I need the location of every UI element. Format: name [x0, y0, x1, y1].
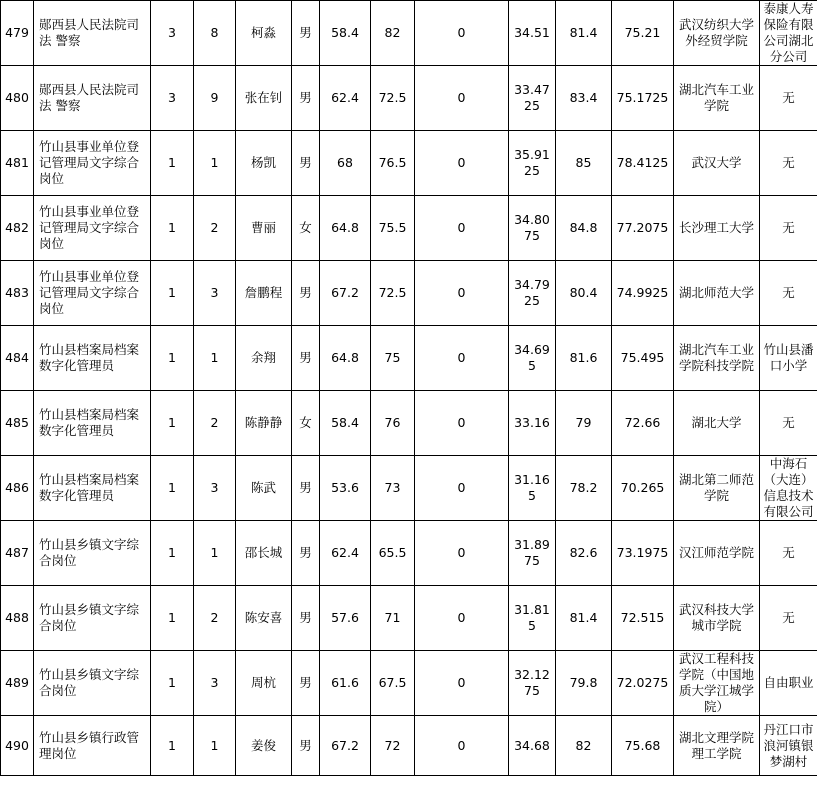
position-name: 竹山县乡镇文字综合岗位 — [34, 586, 151, 651]
hiring-quota: 1 — [151, 521, 194, 586]
second-test-score: 73 — [371, 456, 415, 521]
candidate-gender: 男 — [292, 131, 320, 196]
graduate-school: 湖北文理学院理工学院 — [674, 716, 760, 776]
weighted-written-score: 31.165 — [509, 456, 556, 521]
rank-in-position: 8 — [194, 1, 236, 66]
hiring-quota: 3 — [151, 1, 194, 66]
position-name: 竹山县档案局档案数字化管理员 — [34, 456, 151, 521]
current-employer: 无 — [760, 196, 817, 261]
position-name: 竹山县档案局档案数字化管理员 — [34, 391, 151, 456]
row-number: 488 — [1, 586, 34, 651]
interview-score: 82 — [556, 716, 612, 776]
second-test-score: 72 — [371, 716, 415, 776]
graduate-school: 武汉科技大学城市学院 — [674, 586, 760, 651]
weighted-written-score: 35.9125 — [509, 131, 556, 196]
bonus-points: 0 — [415, 586, 509, 651]
current-employer: 无 — [760, 66, 817, 131]
rank-in-position: 2 — [194, 586, 236, 651]
rank-in-position: 3 — [194, 456, 236, 521]
hiring-quota: 1 — [151, 131, 194, 196]
table-row — [1, 391, 817, 456]
second-test-score: 76.5 — [371, 131, 415, 196]
total-score: 75.1725 — [612, 66, 674, 131]
candidate-name: 曹丽 — [236, 196, 292, 261]
written-test-score: 62.4 — [320, 66, 371, 131]
interview-score: 84.8 — [556, 196, 612, 261]
bonus-points: 0 — [415, 131, 509, 196]
total-score: 78.4125 — [612, 131, 674, 196]
second-test-score: 65.5 — [371, 521, 415, 586]
candidate-name: 杨凯 — [236, 131, 292, 196]
candidate-gender: 男 — [292, 521, 320, 586]
rank-in-position: 1 — [194, 716, 236, 776]
row-number: 485 — [1, 391, 34, 456]
total-score: 72.0275 — [612, 651, 674, 716]
written-test-score: 67.2 — [320, 261, 371, 326]
current-employer: 无 — [760, 521, 817, 586]
table-row — [1, 131, 817, 196]
candidate-gender: 男 — [292, 456, 320, 521]
interview-score: 81.4 — [556, 1, 612, 66]
written-test-score: 57.6 — [320, 586, 371, 651]
position-name: 郧西县人民法院司法 警察 — [34, 66, 151, 131]
graduate-school: 湖北师范大学 — [674, 261, 760, 326]
table-row — [1, 261, 817, 326]
current-employer: 无 — [760, 586, 817, 651]
position-name: 竹山县事业单位登记管理局文字综合岗位 — [34, 261, 151, 326]
interview-score: 83.4 — [556, 66, 612, 131]
rank-in-position: 3 — [194, 651, 236, 716]
bonus-points: 0 — [415, 326, 509, 391]
interview-score: 80.4 — [556, 261, 612, 326]
weighted-written-score: 34.8075 — [509, 196, 556, 261]
graduate-school: 汉江师范学院 — [674, 521, 760, 586]
written-test-score: 58.4 — [320, 391, 371, 456]
weighted-written-score: 34.695 — [509, 326, 556, 391]
bonus-points: 0 — [415, 66, 509, 131]
position-name: 竹山县乡镇文字综合岗位 — [34, 651, 151, 716]
second-test-score: 67.5 — [371, 651, 415, 716]
candidate-gender: 女 — [292, 196, 320, 261]
table-row — [1, 651, 817, 716]
current-employer: 无 — [760, 131, 817, 196]
candidate-gender: 男 — [292, 716, 320, 776]
hiring-quota: 1 — [151, 716, 194, 776]
weighted-written-score: 31.815 — [509, 586, 556, 651]
row-number: 489 — [1, 651, 34, 716]
graduate-school: 湖北大学 — [674, 391, 760, 456]
bonus-points: 0 — [415, 261, 509, 326]
current-employer: 自由职业 — [760, 651, 817, 716]
total-score: 70.265 — [612, 456, 674, 521]
rank-in-position: 9 — [194, 66, 236, 131]
rank-in-position: 3 — [194, 261, 236, 326]
position-name: 竹山县乡镇行政管理岗位 — [34, 716, 151, 776]
candidate-gender: 男 — [292, 651, 320, 716]
written-test-score: 58.4 — [320, 1, 371, 66]
position-name: 竹山县档案局档案数字化管理员 — [34, 326, 151, 391]
candidate-gender: 男 — [292, 261, 320, 326]
graduate-school: 湖北汽车工业学院 — [674, 66, 760, 131]
row-number: 483 — [1, 261, 34, 326]
second-test-score: 72.5 — [371, 261, 415, 326]
bonus-points: 0 — [415, 716, 509, 776]
table-row — [1, 66, 817, 131]
current-employer: 中海石（大连）信息技术有限公司 — [760, 456, 817, 521]
interview-score: 85 — [556, 131, 612, 196]
table-row — [1, 521, 817, 586]
rank-in-position: 1 — [194, 521, 236, 586]
written-test-score: 61.6 — [320, 651, 371, 716]
candidate-gender: 男 — [292, 326, 320, 391]
written-test-score: 67.2 — [320, 716, 371, 776]
table-row — [1, 1, 817, 66]
second-test-score: 72.5 — [371, 66, 415, 131]
row-number: 487 — [1, 521, 34, 586]
row-number: 480 — [1, 66, 34, 131]
weighted-written-score: 33.16 — [509, 391, 556, 456]
written-test-score: 64.8 — [320, 326, 371, 391]
position-name: 竹山县事业单位登记管理局文字综合岗位 — [34, 196, 151, 261]
candidate-name: 柯淼 — [236, 1, 292, 66]
table-row — [1, 326, 817, 391]
candidate-name: 詹鹏程 — [236, 261, 292, 326]
graduate-school: 武汉纺织大学外经贸学院 — [674, 1, 760, 66]
hiring-quota: 1 — [151, 651, 194, 716]
row-number: 490 — [1, 716, 34, 776]
total-score: 72.66 — [612, 391, 674, 456]
bonus-points: 0 — [415, 196, 509, 261]
weighted-written-score: 31.8975 — [509, 521, 556, 586]
graduate-school: 武汉大学 — [674, 131, 760, 196]
bonus-points: 0 — [415, 1, 509, 66]
interview-score: 81.6 — [556, 326, 612, 391]
graduate-school: 长沙理工大学 — [674, 196, 760, 261]
hiring-quota: 1 — [151, 391, 194, 456]
second-test-score: 76 — [371, 391, 415, 456]
table-row — [1, 456, 817, 521]
weighted-written-score: 34.7925 — [509, 261, 556, 326]
hiring-quota: 1 — [151, 456, 194, 521]
weighted-written-score: 34.68 — [509, 716, 556, 776]
candidate-gender: 女 — [292, 391, 320, 456]
candidate-name: 张在钊 — [236, 66, 292, 131]
total-score: 75.495 — [612, 326, 674, 391]
second-test-score: 71 — [371, 586, 415, 651]
interview-score: 78.2 — [556, 456, 612, 521]
table-row — [1, 586, 817, 651]
written-test-score: 62.4 — [320, 521, 371, 586]
total-score: 77.2075 — [612, 196, 674, 261]
weighted-written-score: 32.1275 — [509, 651, 556, 716]
candidate-name: 周杭 — [236, 651, 292, 716]
rank-in-position: 2 — [194, 391, 236, 456]
candidate-name: 陈安喜 — [236, 586, 292, 651]
row-number: 486 — [1, 456, 34, 521]
current-employer: 竹山县潘口小学 — [760, 326, 817, 391]
hiring-quota: 3 — [151, 66, 194, 131]
row-number: 484 — [1, 326, 34, 391]
row-number: 481 — [1, 131, 34, 196]
candidate-gender: 男 — [292, 1, 320, 66]
current-employer: 丹江口市浪河镇银梦湖村 — [760, 716, 817, 776]
total-score: 74.9925 — [612, 261, 674, 326]
total-score: 75.21 — [612, 1, 674, 66]
interview-score: 81.4 — [556, 586, 612, 651]
hiring-quota: 1 — [151, 586, 194, 651]
table-row — [1, 716, 817, 776]
second-test-score: 75.5 — [371, 196, 415, 261]
written-test-score: 64.8 — [320, 196, 371, 261]
weighted-written-score: 34.51 — [509, 1, 556, 66]
hiring-quota: 1 — [151, 261, 194, 326]
rank-in-position: 1 — [194, 326, 236, 391]
current-employer: 无 — [760, 391, 817, 456]
current-employer: 无 — [760, 261, 817, 326]
candidate-name: 余翔 — [236, 326, 292, 391]
interview-score: 82.6 — [556, 521, 612, 586]
hiring-quota: 1 — [151, 196, 194, 261]
candidate-gender: 男 — [292, 66, 320, 131]
graduate-school: 湖北第二师范学院 — [674, 456, 760, 521]
graduate-school: 武汉工程科技学院（中国地质大学江城学院） — [674, 651, 760, 716]
total-score: 75.68 — [612, 716, 674, 776]
second-test-score: 75 — [371, 326, 415, 391]
rank-in-position: 1 — [194, 131, 236, 196]
bonus-points: 0 — [415, 456, 509, 521]
interview-score: 79.8 — [556, 651, 612, 716]
row-number: 482 — [1, 196, 34, 261]
current-employer: 泰康人寿保险有限公司湖北分公司 — [760, 1, 817, 66]
interview-score: 79 — [556, 391, 612, 456]
candidate-name: 陈静静 — [236, 391, 292, 456]
candidate-name: 陈武 — [236, 456, 292, 521]
position-name: 郧西县人民法院司法 警察 — [34, 1, 151, 66]
position-name: 竹山县乡镇文字综合岗位 — [34, 521, 151, 586]
written-test-score: 68 — [320, 131, 371, 196]
hiring-quota: 1 — [151, 326, 194, 391]
weighted-written-score: 33.4725 — [509, 66, 556, 131]
total-score: 73.1975 — [612, 521, 674, 586]
table-row — [1, 196, 817, 261]
bonus-points: 0 — [415, 521, 509, 586]
bonus-points: 0 — [415, 651, 509, 716]
row-number: 479 — [1, 1, 34, 66]
bonus-points: 0 — [415, 391, 509, 456]
graduate-school: 湖北汽车工业学院科技学院 — [674, 326, 760, 391]
candidate-name: 邵长城 — [236, 521, 292, 586]
written-test-score: 53.6 — [320, 456, 371, 521]
rank-in-position: 2 — [194, 196, 236, 261]
candidate-name: 姜俊 — [236, 716, 292, 776]
candidate-gender: 男 — [292, 586, 320, 651]
total-score: 72.515 — [612, 586, 674, 651]
second-test-score: 82 — [371, 1, 415, 66]
position-name: 竹山县事业单位登记管理局文字综合岗位 — [34, 131, 151, 196]
